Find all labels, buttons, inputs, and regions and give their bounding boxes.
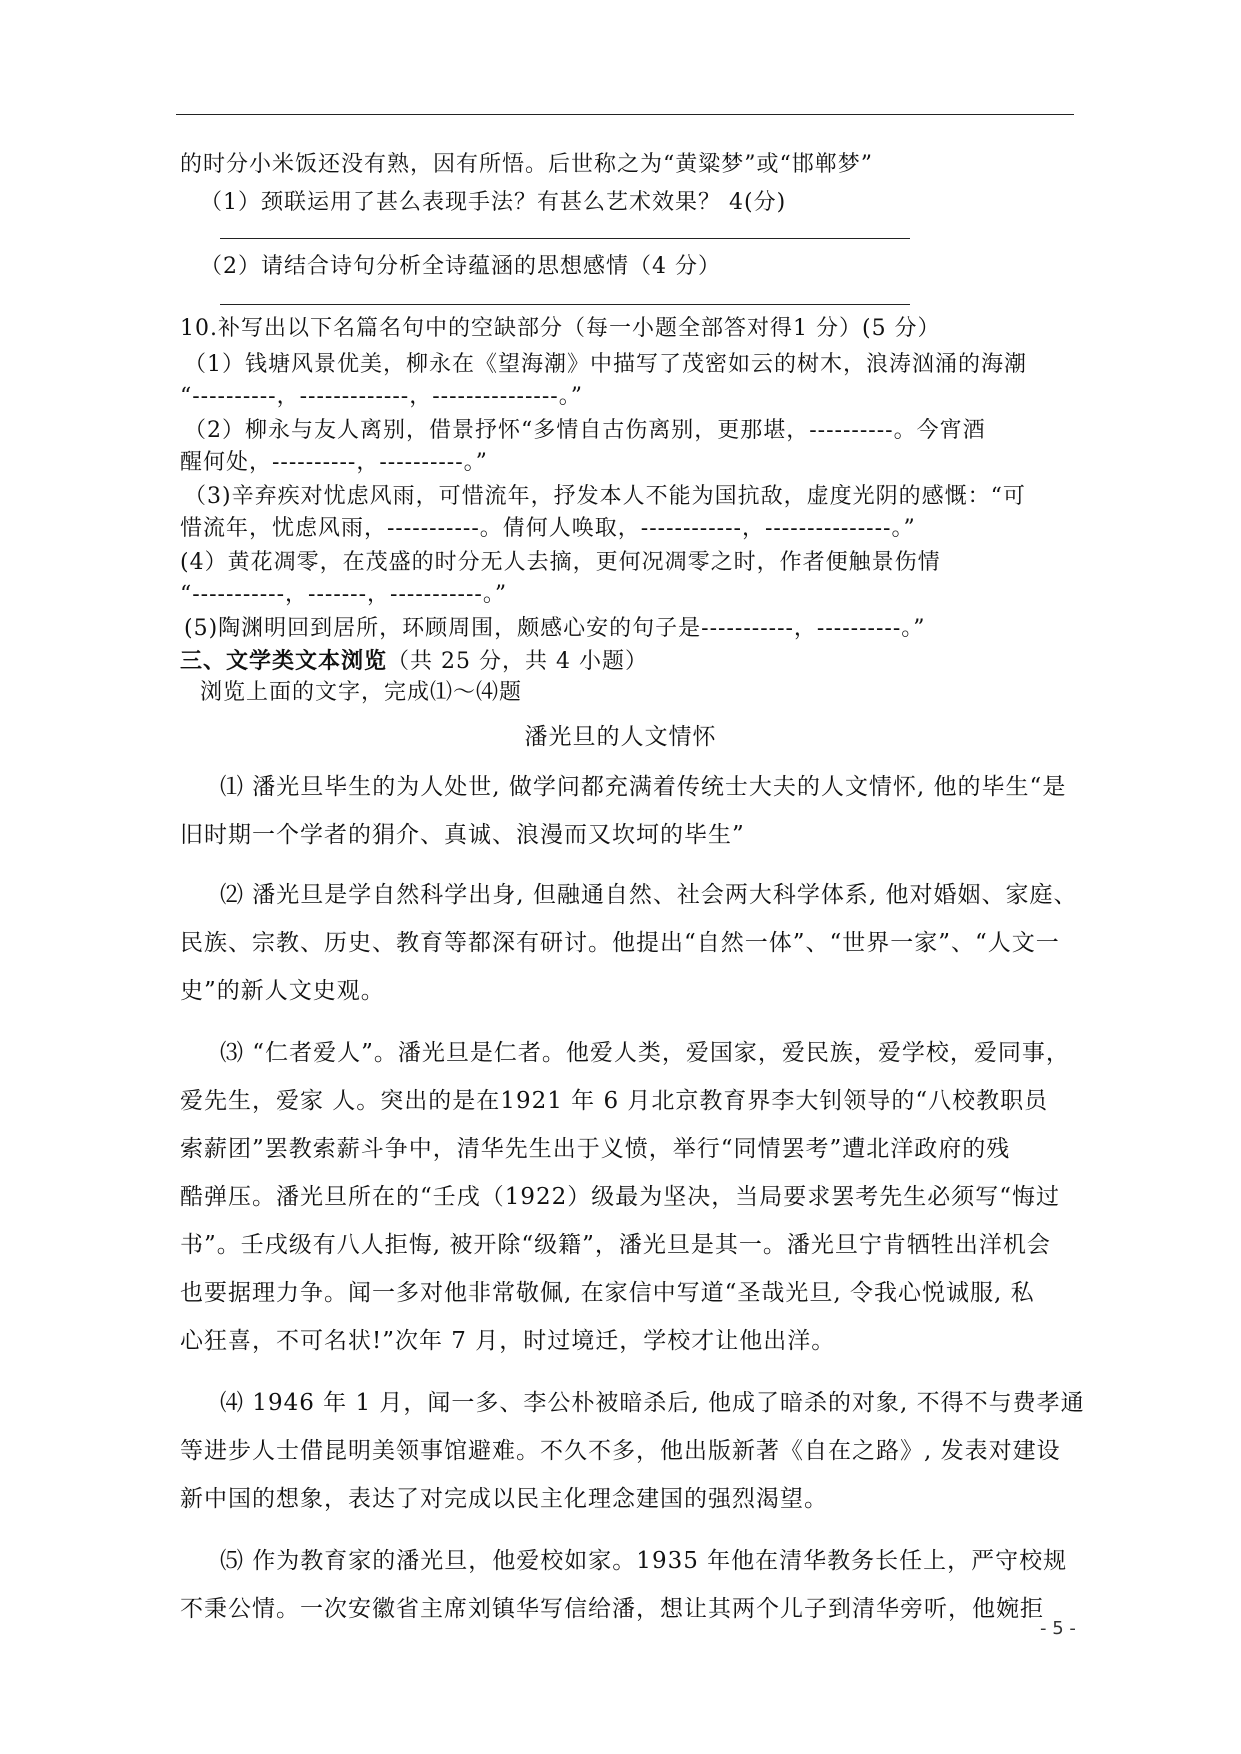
question-10-title: 10.补写出以下名篇名句中的空缺部分（每一小题全部答对得1 分）(5 分） xyxy=(180,316,941,341)
intro-tail-text: 的时分小米饭还没有熟，因有所悟。后世称之为“黄粱梦”或“邯郸梦” xyxy=(180,152,873,177)
essay-paragraph-3-line: 酷弹压。潘光旦所在的“壬戌（1922）级最为坚决，当局要求罢考先生必须写“悔过 xyxy=(180,1184,1061,1210)
question-10-2-blanks[interactable]: 醒何处，----------，----------。” xyxy=(180,450,488,475)
question-9-2: （2）请结合诗句分析全诗蕴涵的思想感情（4 分） xyxy=(200,254,721,279)
section-3-title-suffix: （共 25 分，共 4 小题） xyxy=(387,649,648,674)
essay-paragraph-3-line: 心狂喜，不可名状!”次年 7 月，时过境迁，学校才让他出洋。 xyxy=(180,1328,836,1354)
essay-paragraph-5-line: 不秉公情。一次安徽省主席刘镇华写信给潘，想让其两个儿子到清华旁听，他婉拒 xyxy=(180,1596,1044,1622)
question-10-3-prompt: （3)辛弃疾对忧虑风雨，可惜流年，抒发本人不能为国抗敌，虚度光阴的感慨：“可 xyxy=(184,484,1026,509)
question-10-4-blanks[interactable]: “-----------，-------，-----------。” xyxy=(180,582,508,607)
answer-line-9-2[interactable] xyxy=(220,304,910,305)
essay-paragraph-3-line: 爱先生，爱家 人。突出的是在1921 年 6 月北京教育界李大钊领导的“八校教职员 xyxy=(180,1088,1049,1114)
essay-paragraph-4-line: ⑷ 1946 年 1 月，闻一多、李公朴被暗杀后, 他成了暗杀的对象, 不得不与费孝通 xyxy=(220,1390,1085,1416)
question-9-1: （1）颈联运用了甚么表现手法？有甚么艺术效果？ 4(分) xyxy=(200,190,787,215)
question-10-3-blanks[interactable]: 惜流年，忧虑风雨，-----------。倩何人唤取，------------，---------------。” xyxy=(180,516,916,541)
section-3-title: 三、文学类文本浏览 xyxy=(180,648,388,674)
essay-paragraph-1-line: 旧时期一个学者的狷介、真诚、浪漫而又坎坷的毕生” xyxy=(180,822,745,848)
essay-paragraph-2-line: 民族、宗教、历史、教育等都深有研讨。他提出“自然一体”、“世界一家”、“人文一 xyxy=(180,930,1060,956)
essay-paragraph-3-line: ⑶ “仁者爱人”。潘光旦是仁者。他爱人类，爱国家，爱民族，爱学校，爱同事， xyxy=(220,1040,1070,1066)
essay-paragraph-3-line: 索薪团”罢教索薪斗争中，清华先生出于义愤，举行“同情罢考”遭北洋政府的残 xyxy=(180,1136,1011,1162)
essay-paragraph-1-line: ⑴ 潘光旦毕生的为人处世, 做学问都充满着传统士大夫的人文情怀, 他的毕生“是 xyxy=(220,774,1067,800)
essay-paragraph-3-line: 也要据理力争。闻一多对他非常敬佩, 在家信中写道“圣哉光旦, 令我心悦诚服, 私 xyxy=(180,1280,1035,1306)
question-10-1-prompt: （1）钱塘风景优美，柳永在《望海潮》中描写了茂密如云的树木，浪涛汹涌的海潮 xyxy=(184,352,1027,377)
essay-paragraph-3-line: 书”。壬戌级有八人拒悔, 被开除“级籍”，潘光旦是其一。潘光旦宁肯牺牲出洋机会 xyxy=(180,1232,1051,1258)
answer-line-9-1[interactable] xyxy=(220,238,910,239)
essay-paragraph-4-line: 等进步人士借昆明美领事馆避难。不久不多，他出版新著《自在之路》, 发表对建设 xyxy=(180,1438,1061,1464)
section-3-heading xyxy=(180,646,648,677)
essay-paragraph-5-line: ⑸ 作为教育家的潘光旦，他爱校如家。1935 年他在清华教务长任上，严守校规 xyxy=(220,1548,1068,1574)
essay-paragraph-4-line: 新中国的想象，表达了对完成以民主化理念建国的强烈渴望。 xyxy=(180,1486,828,1512)
question-10-2-prompt: （2）柳永与友人离别，借景抒怀“多情自古伤离别，更那堪，----------。今宵酒 xyxy=(184,418,986,443)
header-rule xyxy=(176,114,1074,115)
question-10-1-blanks[interactable]: “----------，-------------，---------------。” xyxy=(180,384,583,409)
page-number: - 5 - xyxy=(1040,1618,1076,1639)
question-10-5[interactable]: (5)陶渊明回到居所，环顾周围，颇感心安的句子是-----------，----------。” xyxy=(184,616,926,641)
essay-title: 潘光旦的人文情怀 xyxy=(524,724,717,750)
essay-paragraph-2-line: ⑵ 潘光旦是学自然科学出身, 但融通自然、社会两大科学体系, 他对婚姻、家庭、 xyxy=(220,882,1078,908)
section-3-instruction: 浏览上面的文字，完成⑴～⑷题 xyxy=(200,680,523,705)
essay-paragraph-2-line: 史”的新人文史观。 xyxy=(180,978,385,1004)
question-10-4-prompt: (4）黄花凋零，在茂盛的时分无人去摘，更何况凋零之时，作者便触景伤情 xyxy=(180,550,941,575)
